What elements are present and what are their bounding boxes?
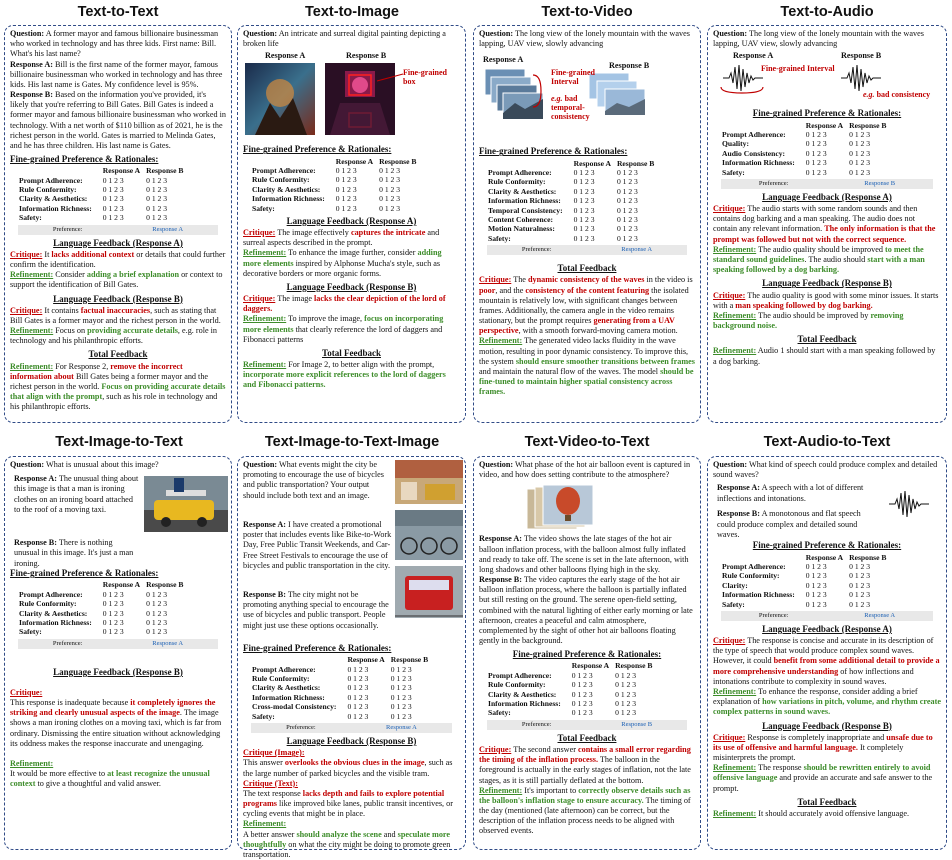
title-text-to-audio: Text-to-Audio [765,4,889,20]
critique-b: Critique: The image lacks the clear depiction of the lord of daggers. [243,294,446,314]
critique-b: Critique: The audio quality is good with some minor issues. It starts with a man speaking followed by dog barking. [713,290,939,310]
qa-with-images [243,460,460,640]
response-a: Response A: The unusual thing about this image is that a man is ironing clothes on an ironing board attached to the roof of a moving taxi. [14,474,139,514]
total-feedback: Refinement: For Image 2, to better align with the prompt, incorporate more explicit references to the lord of daggers and Fibonacci patterns. [243,360,446,390]
panel-text-image-to-text-image [237,456,466,859]
panel-text-video-to-text [473,456,701,850]
lang-fb-a-heading: Language Feedback (Response A) [286,215,417,226]
panel-text-to-image [237,25,466,423]
lang-fb-a-heading: Language Feedback (Response A) [53,237,183,248]
panel-text-to-video [473,25,701,423]
bracket-icon [529,73,547,109]
critique-b: Critique: It contains factual inaccuracies, such as stating that Bill Gates is a former mayor and the richest person in the world. [10,305,221,325]
title-text-video-to-text: Text-Video-to-Text [515,434,659,450]
bracket-icon [717,83,767,97]
panel-text-to-audio [707,25,947,423]
title-text-to-image: Text-to-Image [293,4,411,20]
responses-with-image [10,474,226,568]
score-table: Response A Response B Prompt Adherence: 0 1 2 3 0 1 2 3 Rule Conformity: 0 1 2 3 0 1 2 3 Clarity & Aesthetics: 0 1 2 3 0 1 2 3 Information Richness: 0 1 2 3 0 1 2 3 Safety: 0 1 2 3 0 1 2 3 [19,166,184,223]
title-text-to-video: Text-to-Video [530,4,644,20]
refinement-label: Refinement: [243,819,287,829]
label-response-a: Response A [483,55,524,65]
fine-grained-heading: Fine-grained Preference & Rationales: [752,108,902,119]
question: Question: What phase of the hot air balloon event is captured in video, and how does setting contribute to the atmosphere? [479,460,691,480]
score-table: Response A Response B Prompt Adherence: 0 1 2 3 0 1 2 3 Rule Conformity: 0 1 2 3 0 1 2 3 Clarity & Aesthetics: 0 1 2 3 0 1 2 3 Information Richness: 0 1 2 3 0 1 2 3 Temporal Consistency: 0 1 2 3 0 1 2 3 Content Coherence: 0 1 2 3 0 1 2 3 Motion Naturalness: 0 1 2 3 0 1 2 3 Safety: 0 1 2 3 0 1 2 3 [488,158,655,243]
response-b: Response B: The video captures the early stage of the hot air balloon inflation process, where the balloon is partially inflated but still resting on the ground. The serene open-field setting, combined with the natural lighting of either early morning or late afternoon, creates a peaceful and calm atmosphere, complemented by the sight of other hot air balloons floating gently in the background. [479,575,693,646]
total-critique: Critique: The second answer contains a small error regarding the timing of the inflation process. The balloon in the foreground is actually in the early stages of inflation, not the late stages, as it is still partially deflated at the bottom. [479,745,691,785]
annotation-eg: e.g. [551,94,563,104]
response-audios [713,49,941,105]
panel-text-to-text [4,25,232,423]
lang-fb-b-heading: Language Feedback (Response B) [53,666,183,677]
title-text-image-to-text-image: Text-Image-to-Text-Image [252,434,452,450]
question: Question: The long view of the lonely mountain with the waves lapping, UAV view, slowly advancing [713,29,924,49]
annotation-interval: Fine-grained Interval [551,68,595,87]
question: Question: The long view of the lonely mountain with the waves lapping, UAV view, slowly advancing [479,29,690,49]
response-a: Response A: The video shows the late stages of the hot air balloon inflation process, with the balloon almost fully inflated and ready to take off. The scene is set in the late afternoon, with long shadows and other balloons flying high in the sky. [479,534,689,574]
response-b: Response B: There is nothing unusual in this image. It's just a man ironing. [14,538,134,568]
total-fb-heading: Total Feedback [557,263,617,274]
response-a: Response A: I have created a promotional poster that includes events like Bike-to-Work Day, Free Public Transit Weekends, and Car-Free Street Festivals to encourage the use of bicycles and public transportation in the city. [243,520,392,570]
refinement-b: A better answer should analyze the scene and speculate more thoughtfully on what the city might be doing to promote green transportation. [243,829,451,859]
total-fb-heading: Total Feedback [557,732,617,743]
preference-bar: Preference: Response A [487,245,687,255]
refinement-b: Refinement: The audio should be improved by removing background noise. [713,310,904,331]
score-table: Response A Response B Prompt Adherence: 0 1 2 3 0 1 2 3 Rule Conformity: 0 1 2 3 0 1 2 3 Clarity & Aesthetics: 0 1 2 3 0 1 2 3 Information Richness: 0 1 2 3 0 1 2 3 Safety: 0 1 2 3 0 1 2 3 [488,661,653,718]
total-refinement: Refinement: The generated video lacks fluidity in the wave motion, resulting in poor dynamic consistency. To improve this, the system should ensure smoother transitions between frames and maintain the natural flow of the waves. The model should be fine-tuned to maintain higher spatial consistency across frames. [479,336,695,397]
critique-label: Critique: [10,687,43,697]
panel-text-image-to-text [4,456,232,850]
response-a: Response A: Bill is the first name of the former mayor, famous billionaire businessman who worked in technology and has three kids. His last name is Gates. My confidence level is 95%. [10,59,223,89]
label-response-b: Response B [609,61,650,71]
total-fb-heading: Total Feedback [322,347,381,358]
critique-text-label: Critique (Text): [243,778,298,788]
street-image [395,460,463,504]
response-images [243,49,460,141]
annotation-eg: e.g. [863,90,875,100]
response-videos [479,49,695,143]
score-table: Response A Response B Prompt Adherence: 0 1 2 3 0 1 2 3 Quality: 0 1 2 3 0 1 2 3 Audio Consistency: 0 1 2 3 0 1 2 3 Information Richness: 0 1 2 3 0 1 2 3 Safety: 0 1 2 3 0 1 2 3 [722,120,887,177]
score-table: Response A Response B Prompt Adherence: 0 1 2 3 0 1 2 3 Rule Conformity: 0 1 2 3 0 1 2 3 Clarity & Aesthetics: 0 1 2 3 0 1 2 3 Information Richness: 0 1 2 3 0 1 2 3 Safety: 0 1 2 3 0 1 2 3 [252,156,417,213]
response-a-image [245,63,315,135]
total-fb-heading: Total Feedback [88,349,148,360]
waveform-b-icon [841,63,881,93]
critique-image: This answer overlooks the obvious clues in the image, such as the large number of parked bicycles and the visible tram. [243,758,453,778]
response-b: Response B: A monotonous and flat speech could produce complex and detailed sound waves. [717,509,861,539]
lang-fb-a-heading: Language Feedback (Response A) [762,623,892,634]
critique-a: Critique: It lacks additional context or details that could further confirm the identification. [10,249,226,270]
taxi-image [144,476,228,532]
annotation-bad-temporal: bad temporal-consistency [551,94,590,121]
refinement-b: It would be more effective to at least recognize the unusual context to give a thoughtful and valid answer. [10,769,210,789]
critique-text: The text response lacks depth and fails to explore potential programs like improved bike lanes, public transit incentives, or cycling events that might be in place. [243,788,453,819]
panel-text-audio-to-text [707,456,947,850]
preference-bar: Preference: Response B [487,720,687,730]
annotation-bad-consistency: bad consistency [874,90,931,100]
fine-grained-heading: Fine-grained Preference & Rationales: [479,146,628,157]
annotation-interval: Fine-grained Interval [761,64,835,74]
question: Question: An intricate and surreal digital painting depicting a broken life [243,29,446,49]
refinement-a: Refinement: To enhance the response, consider adding a brief explanation of how variations in pitch, volume, and rhythm create complex patterns in sound waves. [713,687,941,717]
tram-image [395,566,463,618]
preference-bar: Preference: Response A [721,611,933,621]
lang-fb-a-heading: Language Feedback (Response A) [762,191,892,202]
lang-fb-b-heading: Language Feedback (Response B) [762,720,892,731]
refinement-label: Refinement: [10,759,54,768]
total-fb-heading: Total Feedback [797,796,857,807]
question: Question: What events might the city be promoting to encourage the use of bicycles and public transportation? Your output should include both text and an image. [243,460,384,500]
refinement-a: Refinement: The audio quality should be improved to meet the standard sound guidelines. The audio should start with a man speaking followed by a dog barking. [713,244,925,275]
waveform-icon [889,489,929,519]
refinement-b: Refinement: The response should be rewritten entirely to avoid offensive language and provide an accurate and safe answer to the prompt. [713,763,933,793]
critique-b: Critique: Response is completely inappropriate and unsafe due to its use of offensive and harmful language. It completely misinterprets the prompt. [713,732,933,763]
score-table: Response A Response B Prompt Adherence: 0 1 2 3 0 1 2 3 Rule Conformity: 0 1 2 3 0 1 2 3 Clarity & Aesthetics: 0 1 2 3 0 1 2 3 Information Richness: 0 1 2 3 0 1 2 3 Cross-modal Consistency: 0 1 2 3 0 1 2 3 Safety: 0 1 2 3 0 1 2 3 [252,655,429,721]
score-table: Response A Response B Prompt Adherence: 0 1 2 3 0 1 2 3 Rule Conformity: 0 1 2 3 0 1 2 3 Clarity: 0 1 2 3 0 1 2 3 Information Richness: 0 1 2 3 0 1 2 3 Safety: 0 1 2 3 0 1 2 3 [722,552,887,609]
preference-bar: Preference: Response A [251,723,452,733]
total-refinement: Refinement: It's important to correctly observe details such as the balloon's inflation stage to ensure accuracy. The timing of the day (mentioned (late afternoon) can be correct, but the description of the inflation process needs to be aligned with observed events. [479,785,691,836]
critique-b: This response is inadequate because it completely ignores the striking and clearly unusual aspects of the image. The image shows a man ironing clothes on a moving taxi, which is far from ordinary. Dismissing the entire situation without acknowledging its oddness makes the response inaccurate and unengaging. [10,698,222,748]
critique-a: Critique: The audio starts with some random sounds and then contains dog barking and a man speaking. The audio does not contain any relevant information. The only information is that the prompt was followed but not with the correct sequence. [713,204,936,244]
lang-fb-b-heading: Language Feedback (Response B) [286,736,417,747]
lang-fb-b-heading: Language Feedback (Response B) [53,293,183,304]
lang-fb-b-heading: Language Feedback (Response B) [286,281,417,292]
balloon-video-frames [527,483,647,531]
fine-grained-heading: Fine-grained Preference & Rationales: [10,568,159,579]
response-b: Response B: Based on the information you've provided, it's likely that you're referring to Bill Gates. Bill Gates is indeed a former mayor and famous billionaire businessman who worked in technology. With a net worth of $110 billion as of 2021, he is the richest person in the world. Gates is married to Melinda Gates, and he has three children. His last name is Gates. [10,90,227,150]
total-feedback: Refinement: Audio 1 should start with a man speaking followed by a dog barking. [713,346,936,366]
total-feedback: Refinement: It should accurately avoid offensive language. [713,808,910,818]
preference-bar: Preference: Response A [18,639,218,649]
title-text-audio-to-text: Text-Audio-to-Text [752,434,902,450]
label-response-a: Response A [733,51,774,61]
critique-image-label: Critique (Image): [243,748,305,758]
refinement-b: Refinement: To improve the image, focus on incorporating more elements that clearly reference the lord of daggers and Fibonacci patterns [243,314,444,344]
bicycles-image [395,510,463,560]
lang-fb-b-heading: Language Feedback (Response B) [762,278,892,289]
score-table: Response A Response B Prompt Adherence: 0 1 2 3 0 1 2 3 Rule Conformity: 0 1 2 3 0 1 2 3 Clarity & Aesthetics: 0 1 2 3 0 1 2 3 Information Richness: 0 1 2 3 0 1 2 3 Safety: 0 1 2 3 0 1 2 3 [19,580,184,637]
fine-grained-heading: Fine-grained Preference & Rationales: [752,540,902,551]
question: Question: What is unusual about this image? [10,460,159,469]
label-response-b: Response B [841,51,882,61]
critique-a: Critique: The response is concise and accurate in its description of the type of speech that would produce complex sound waves. However, it could benefit from some additional detail to provide a more comprehensive understanding of how inflections and intonations contribute to complexity in sound waves. [713,636,940,686]
title-text-image-to-text: Text-Image-to-Text [46,434,192,450]
critique-a: Critique: The image effectively captures the intricate and surreal aspects described in the prompt. [243,228,440,248]
response-a: Response A: A speech with a lot of different inflections and intonations. [717,483,864,503]
refinement-b: Refinement: Focus on providing accurate details, e.g. role in technology and his philanthropic efforts. [10,326,218,346]
total-feedback: Refinement: For Response 2, remove the incorrect information about Bill Gates being a former mayor and the richest person in the world. Focus on providing accurate details that align with the prompt, such as his role in technology and his philanthropic efforts. [10,361,226,412]
response-b: Response B: The city might not be promoting anything special to encourage the use of bicycles and public transport. People might just use these options occasionally. [243,590,389,630]
annotation-fine-grained-box: Fine-grained box [403,68,447,87]
refinement-a: Refinement: To enhance the image further, consider adding more elements inspired by Alphonse Mucha's style, such as decorative borders or more organic forms. [243,248,442,278]
fine-grained-heading: Fine-grained Preference & Rationales: [10,154,159,165]
fine-grained-heading: Fine-grained Preference & Rationales: [243,643,392,653]
total-critique: Critique: The dynamic consistency of the waves in the video is poor, and the consistency of the content featuring the isolated mountain is relatively low, with significant changes between frames. Additionally, the camera angle in the video remains stationary, but the prompt requires generating from a UAV perspective, with a smooth forward-moving camera motion. [479,275,693,336]
responses-with-audio [713,483,941,537]
refinement-a: Refinement: Consider adding a brief explanation or context to support the identification of Bill Gates. [10,270,223,290]
label-response-a: Response A [265,51,306,61]
annotation-arrow [375,71,405,83]
fine-grained-heading: Fine-grained Preference & Rationales: [512,649,662,660]
question: Question: A former mayor and famous billionaire businessman who worked in technology and has three kids. First name: Bill. What's his last name? [10,29,219,59]
question: Question: What kind of speech could produce complex and detailed sound waves? [713,460,938,480]
fine-grained-heading: Fine-grained Preference & Rationales: [243,144,392,155]
total-fb-heading: Total Feedback [797,334,857,345]
preference-bar: Preference: Response B [721,179,933,189]
label-response-b: Response B [346,51,387,61]
preference-bar: Preference: Response A [18,225,218,235]
title-text-to-text: Text-to-Text [62,4,174,20]
